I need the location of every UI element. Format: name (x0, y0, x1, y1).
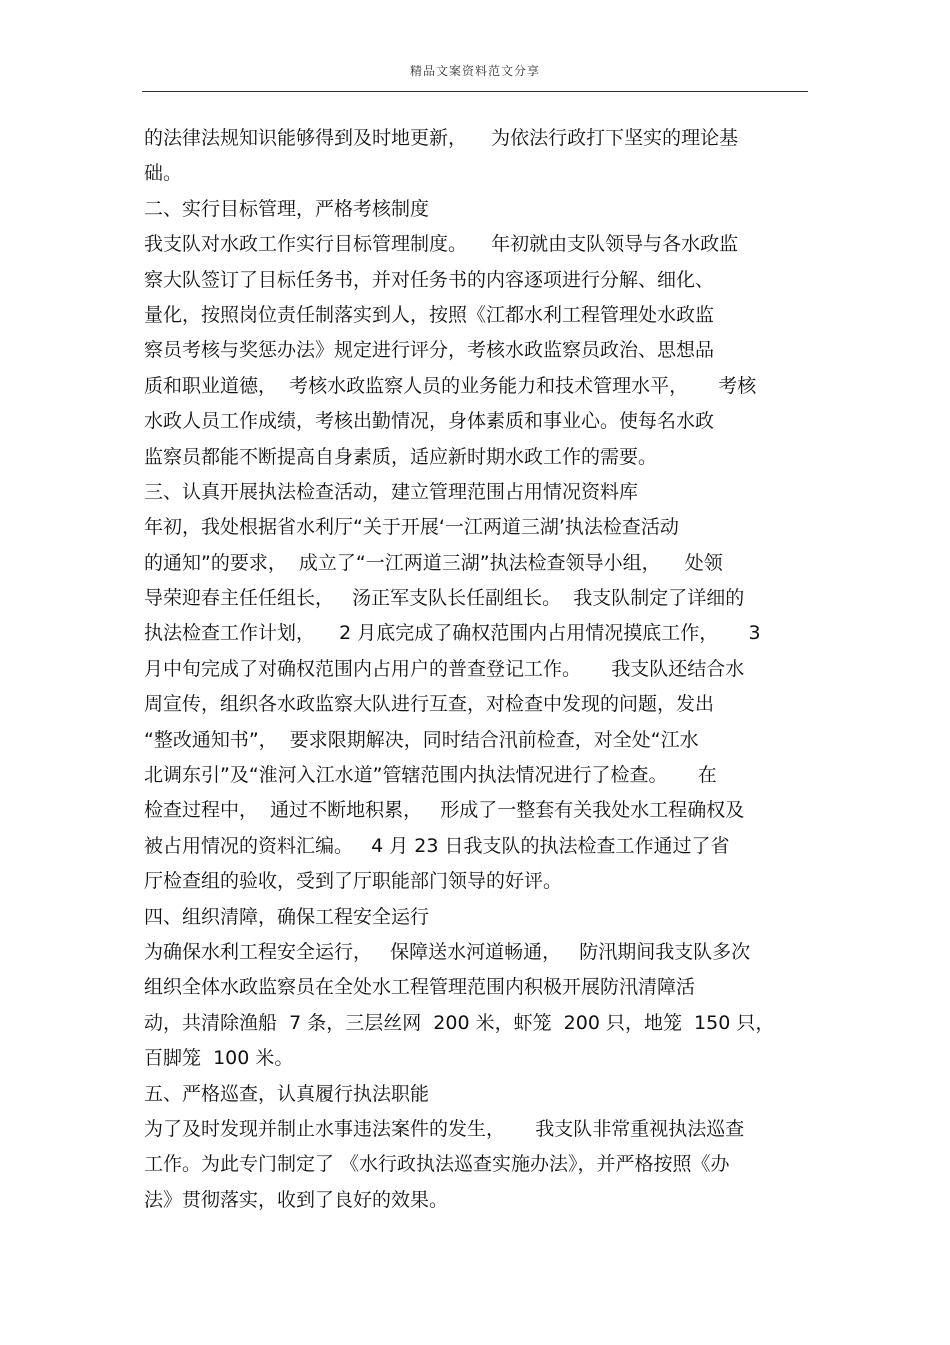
text-line: 监察员都能不断提高自身素质，适应新时期水政工作的需要。 (144, 445, 658, 468)
page-header-title: 精品文案资料范文分享 (409, 64, 540, 78)
text-line: 为确保水利工程安全运行， 保障送水河道畅通， 防汛期间我支队多次 (144, 940, 751, 963)
text-line: 导荣迎春主任任组长， 汤正军支队长任副组长。 我支队制定了详细的 (144, 587, 745, 610)
text-line: 量化，按照岗位责任制落实到人，按照《江都水利工程管理处水政监 (144, 303, 715, 326)
text-line: 础。 (144, 162, 183, 185)
text-line: 工作。为此专门制定了 《水行政执法巡查实施办法》，并严格按照《办 (144, 1153, 730, 1176)
text-line: 检查过程中， 通过不断地积累， 形成了一整套有关我处水工程确权及 (144, 799, 745, 822)
section-heading: 五、严格巡查，认真履行执法职能 (144, 1082, 430, 1105)
text-line: 百脚笼 100 米。 (144, 1047, 294, 1070)
text-line: 年初，我处根据省水利厅“关于开展‘一江两道三湖’执法检查活动 (144, 516, 679, 539)
text-line: 厅检查组的验收，受到了厅职能部门领导的好评。 (144, 870, 563, 893)
text-line: 被占用情况的资料汇编。 4 月 23 日我支队的执法检查工作通过了省 (144, 834, 730, 857)
text-line: 我支队对水政工作实行目标管理制度。 年初就由支队领导与各水政监 (144, 233, 739, 256)
text-line: 动，共清除渔船 7 条，三层丝网 200 米，虾笼 200 只，地笼 150 只， (144, 1011, 775, 1034)
text-line: 为了及时发现并制止水事违法案件的发生， 我支队非常重视执法巡查 (144, 1117, 745, 1140)
text-line: 组织全体水政监察员在全处水工程管理范围内积极开展防汛清障活 (144, 976, 696, 999)
text-line: 的通知”的要求， 成立了“一江两道三湖”执法检查领导小组， 处领 (144, 551, 723, 574)
document-body (144, 121, 808, 1218)
text-line: 法》贯彻落实，收到了良好的效果。 (144, 1188, 449, 1211)
text-line: 周宣传，组织各水政监察大队进行互查，对检查中发现的问题，发出 (144, 693, 715, 716)
text-line: 的法律法规知识能够得到及时地更新， 为依法行政打下坚实的理论基 (144, 127, 739, 149)
text-line: 水政人员工作成绩，考核出勤情况，身体素质和事业心。使每名水政 (144, 410, 715, 433)
text-line: “整改通知书”， 要求限期解决，同时结合汛前检查，对全处“江水 (144, 728, 699, 751)
section-heading: 二、实行目标管理，严格考核制度 (144, 197, 430, 220)
header-divider (142, 91, 808, 92)
text-line: 质和职业道德， 考核水政监察人员的业务能力和技术管理水平， 考核 (144, 374, 757, 397)
text-line: 察员考核与奖惩办法》规定进行评分，考核水政监察员政治、思想品 (144, 339, 715, 362)
text-line: 月中旬完成了对确权范围内占用户的普查登记工作。 我支队还结合水 (144, 657, 745, 680)
section-heading: 三、认真开展执法检查活动，建立管理范围占用情况资料库 (144, 480, 639, 503)
section-heading: 四、组织清障，确保工程安全运行 (144, 905, 430, 928)
text-line: 北调东引”及“淮河入江水道”管辖范围内执法情况进行了检查。 在 (144, 764, 717, 787)
text-line: 察大队签订了目标任务书，并对任务书的内容逐项进行分解、细化、 (144, 268, 715, 291)
text-line: 执法检查工作计划， 2 月底完成了确权范围内占用情况摸底工作， 3 (144, 622, 761, 645)
